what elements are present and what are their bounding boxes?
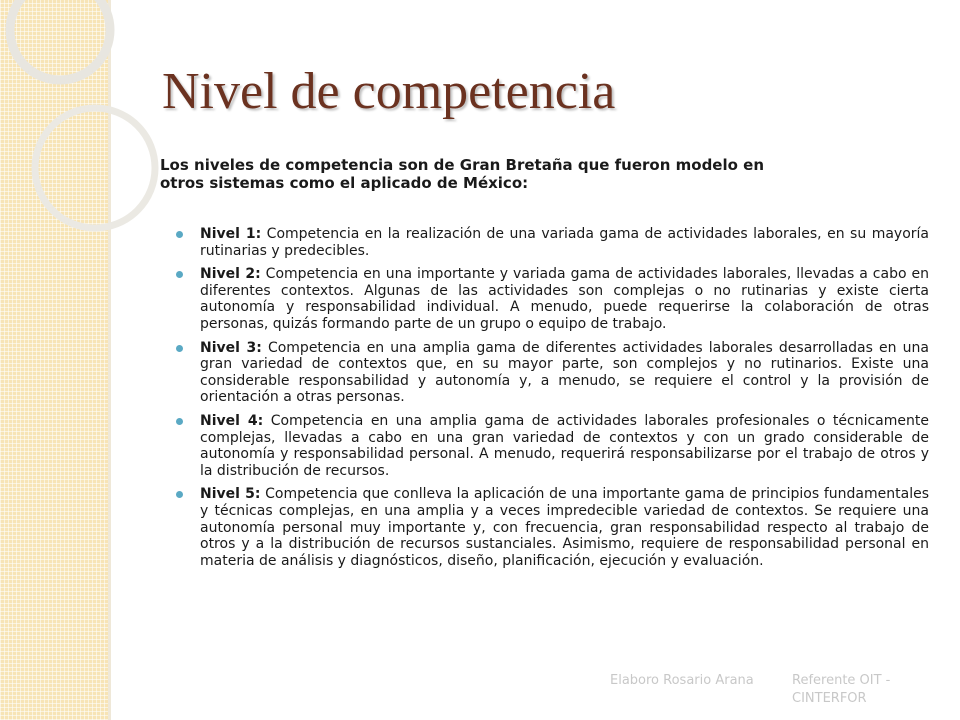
decorative-ring-small [35,108,155,228]
level-label: Nivel 1: [200,226,262,242]
list-item-level-2 [175,266,929,332]
decorative-ring-large [10,0,110,80]
list-item-level-3 [175,340,929,406]
intro-paragraph: Los niveles de competencia son de Gran Bretaña que fueron modelo en otros sistemas como el aplicado de México: [160,156,764,192]
circle-bullet-icon [176,418,183,425]
competency-levels-list [175,226,929,576]
level-description: Competencia en una amplia gama de actividades laborales profesionales o técnicamente complejas, llevadas a cabo en una gran variedad de contextos y con un grado considerable de autonomía y responsabilidad personal. A menudo, requerirá responsabilizarse por el trabajo de otros y la distribución de recursos. [200,412,929,479]
circle-bullet-icon [176,271,183,278]
ring-circles-decoration [0,0,170,260]
level-description: Competencia que conlleva la aplicación de una importante gama de principios fundamentales y técnicas complejas, en una amplia y a veces impredecible variedad de contextos. Se requiere una autonomía personal muy importante y, con frecuencia, gran responsabilidad respecto al trabajo de otros y a la distribución de recursos sustanciales. Asimismo, requiere de responsabilidad personal en materia de análisis y diagnósticos, diseño, planificación, ejecución y evaluación. [200,486,929,569]
level-description: Competencia en una importante y variada gama de actividades laborales, llevadas a cabo en diferentes contextos. Algunas de las actividades son complejas o no rutinarias y existe cierta autonomía y responsabilidad individual. A menudo, puede requerirse la colaboración de otras personas, quizás formando parte de un grupo o equipo de trabajo. [200,266,929,332]
circle-bullet-icon [176,231,183,238]
list-item-level-1 [175,226,929,259]
level-description: Competencia en la realización de una variada gama de actividades laborales, en su mayoría rutinarias y predecibles. [200,226,929,259]
circle-bullet-icon [176,345,183,352]
level-label: Nivel 2: [200,266,261,283]
level-label: Nivel 3: [200,339,262,356]
footer-author: Elaboro Rosario Arana [610,673,754,688]
level-label: Nivel 4: [200,412,264,429]
footer-reference: Referente OIT - CINTERFOR [792,673,891,706]
circle-bullet-icon [176,491,183,498]
list-item-level-5 [175,486,929,569]
list-item-level-4 [175,413,929,479]
slide-title: Nivel de competencia [162,63,616,120]
level-label: Nivel 5: [200,486,261,503]
level-description: Competencia en una amplia gama de diferentes actividades laborales desarrolladas en una gran variedad de contextos que, en su mayor parte, son complejos y no rutinarios. Existe una considerable responsabilidad y autonomía y, a menudo, se requiere el control y la provisión de orientación a otras personas. [200,339,929,406]
